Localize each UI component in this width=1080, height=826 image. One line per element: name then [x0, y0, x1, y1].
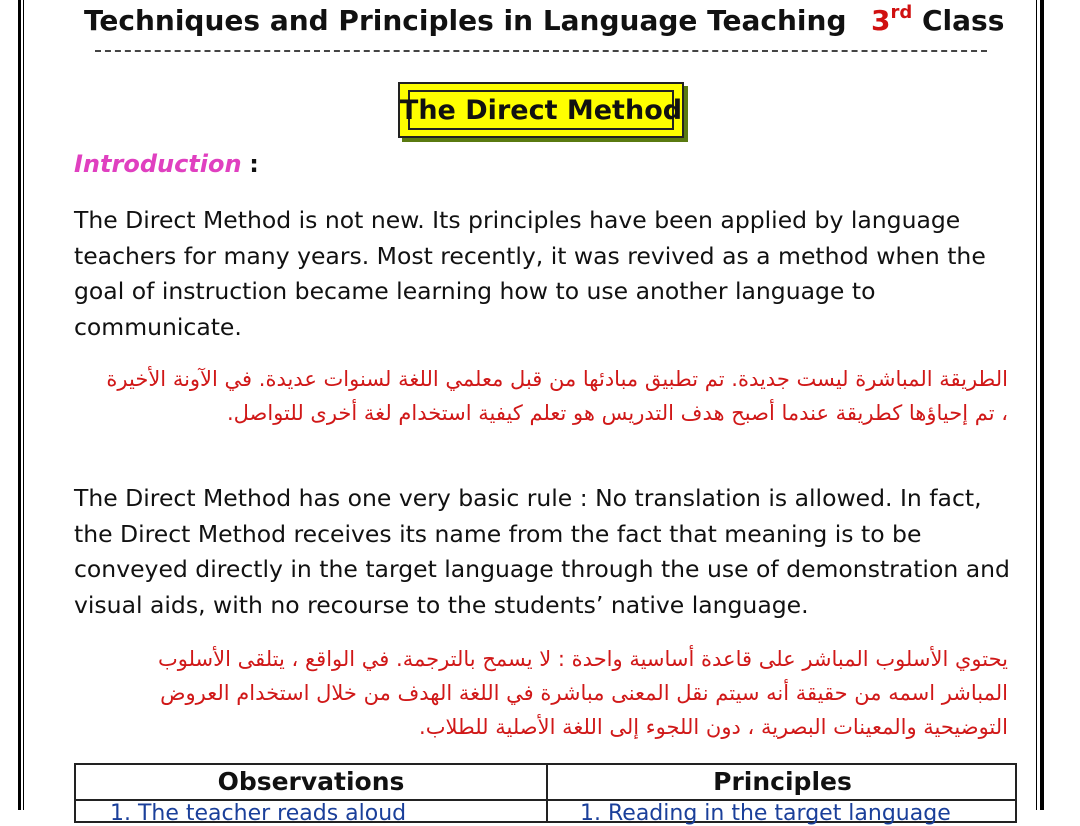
header-title: Techniques and Principles in Language Teaching	[84, 4, 847, 37]
paragraph-line: teachers for many years. Most recently, it was revived as a method when the	[74, 241, 986, 270]
paragraph-line: conveyed directly in the target language through the use of demonstration and	[74, 555, 1010, 583]
header-class	[871, 4, 1004, 37]
section-title-box	[398, 82, 684, 138]
intro-label: Introduction	[74, 150, 242, 178]
table-header-observations: Observations	[76, 765, 548, 821]
arabic-line: الطريقة المباشرة ليست جديدة. تم تطبيق مبادئها من قبل معلمي اللغة لسنوات عديدة. في الآونة الأخيرة	[106, 367, 1008, 391]
class-number: 3	[871, 4, 891, 37]
class-superscript: rd	[890, 2, 913, 23]
arabic-translation-2	[70, 642, 1008, 744]
table-header-principles: Principles	[713, 767, 852, 796]
arabic-line: المباشر اسمه من حقيقة أنه سيتم نقل المعنى مباشرة في اللغة الهدف من خلال استخدام العروض	[160, 681, 1008, 705]
table-cell-principle-partial: 1. Reading in the target language	[580, 801, 951, 826]
section-title: The Direct Method	[408, 90, 674, 130]
paragraph-line: the Direct Method receives its name from the fact that meaning is to be	[74, 519, 922, 548]
arabic-line: يحتوي الأسلوب المباشر على قاعدة أساسية واحدة : لا يسمح بالترجمة. في الواقع ، يتلقى الأسلوب	[157, 647, 1008, 671]
class-word: Class	[922, 4, 1005, 37]
intro-colon: :	[249, 150, 259, 178]
paragraph-line: communicate.	[74, 312, 242, 341]
page-border-right	[1036, 0, 1044, 810]
arabic-translation-1	[70, 362, 1008, 430]
arabic-line: التوضيحية والمعينات البصرية ، دون اللجوء إلى اللغة الأصلية للطلاب.	[419, 715, 1008, 739]
paragraph-1	[74, 203, 1014, 345]
intro-heading	[74, 150, 259, 178]
paragraph-line: visual aids, with no recourse to the students’ native language.	[74, 590, 809, 619]
arabic-line: ، تم إحياؤها كطريقة عندما أصبح هدف التدريس هو تعلم كيفية استخدام لغة أخرى للتواصل.	[226, 401, 1008, 425]
paragraph-line: goal of instruction became learning how to use another language to	[74, 277, 876, 305]
table-cell-observation-partial: 1. The teacher reads aloud	[110, 801, 407, 826]
paragraph-line: The Direct Method is not new. Its principles have been applied by language	[74, 206, 961, 234]
header-divider	[95, 50, 987, 52]
paragraph-line: The Direct Method has one very basic rule : No translation is allowed. In fact,	[74, 484, 982, 512]
paragraph-2	[74, 481, 1014, 623]
page-border-left	[18, 0, 24, 810]
page-header	[0, 0, 1080, 48]
